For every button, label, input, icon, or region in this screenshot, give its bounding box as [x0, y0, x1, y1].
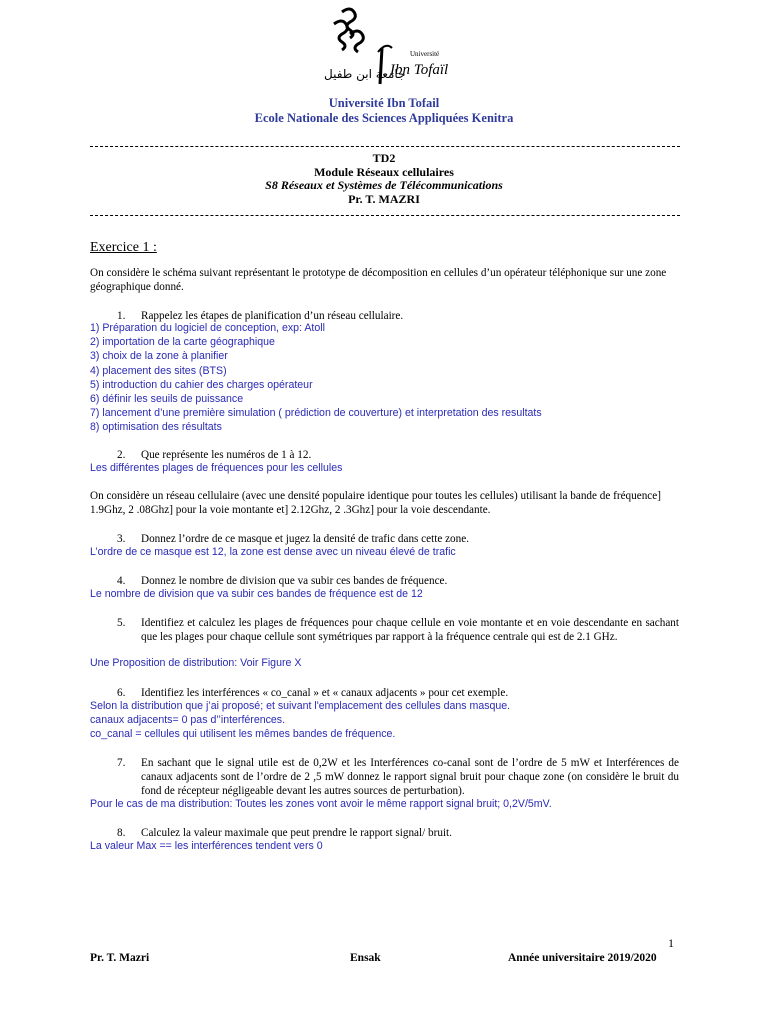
university-logo	[320, 4, 460, 90]
school-name: Ecole Nationale des Sciences Appliquées Kenitra	[254, 111, 514, 125]
logo-ibn-tofail-text: Ibn Tofaïl	[390, 62, 449, 78]
question-6-text: Identifiez les interférences « co_canal » et « canaux adjacents » pour cet exemple.	[141, 687, 509, 699]
question-6-number: 6.	[117, 687, 126, 699]
question-2-number: 2.	[117, 449, 126, 461]
answer-1-item: 6) définir les seuils de puissance	[90, 393, 244, 406]
page-number: 1	[668, 936, 674, 950]
answer-1-item: 3) choix de la zone à planifier	[90, 350, 228, 363]
answer-1-list	[90, 321, 690, 435]
td-label: TD2	[372, 151, 396, 165]
question-7-number: 7.	[117, 757, 126, 769]
answer-1-item: 4) placement des sites (BTS)	[90, 364, 227, 377]
answer-6-item: Selon la distribution que j’ai proposé; et suivant l'emplacement des cellules dans masque.	[90, 700, 511, 712]
question-7-text: En sachant que le signal utile est de 0,2W et les Interférences co-canal sont de l’ordre de 5 mW et Interférences de canaux adjacents sont de l’ordre de 2 ,5 mW donnez le rapport signal bruit pour chaque zone (on considère le bruit du fond de récepteur négligeable devant les autres sources de perturbation).	[141, 757, 679, 797]
answer-2: Les différentes plages de fréquences pour les cellules	[90, 462, 343, 474]
professor-label: Pr. T. MAZRI	[348, 191, 420, 206]
question-1-text: Rappelez les étapes de planification d’un réseau cellulaire.	[141, 310, 404, 322]
exercise-intro: On considère le schéma suivant représentant le prototype de décomposition en cellules d’un opérateur téléphonique sur une zone géographique donné.	[90, 267, 667, 293]
answer-4: Le nombre de division que va subir ces bandes de fréquence est de 12	[90, 588, 423, 600]
question-8-number: 8.	[117, 827, 126, 839]
question-4-number: 4.	[117, 575, 126, 587]
answer-1-item: 2) importation de la carte géographique	[90, 336, 275, 349]
logo-arabic-text: جامعة ابن طفيل	[324, 67, 406, 81]
answer-6-list	[90, 699, 690, 742]
answer-6-item: canaux adjacents= 0 pas d’’interférences.	[90, 714, 286, 727]
exercise-title: Exercice 1 :	[90, 240, 157, 255]
answer-1-item: 5) introduction du cahier des charges opérateur	[90, 378, 313, 391]
logo-university-text: Université	[410, 50, 440, 58]
answer-8: La valeur Max == les interférences tendent vers 0	[90, 840, 323, 852]
header-divider-top	[90, 146, 680, 147]
question-2-text: Que représente les numéros de 1 à 12.	[141, 449, 312, 461]
question-3-number: 3.	[117, 533, 126, 545]
answer-1-item: 7) lancement d’une première simulation ( prédiction de couverture) et interpretation des resultats	[90, 407, 542, 420]
answer-3: L’ordre de ce masque est 12, la zone est dense avec un niveau élevé de trafic	[90, 546, 456, 558]
question-8-text: Calculez la valeur maximale que peut prendre le rapport signal/ bruit.	[141, 827, 452, 839]
module-label: Module Réseaux cellulaires	[314, 164, 454, 179]
question-4-text: Donnez le nombre de division que va subir ces bandes de fréquence.	[141, 575, 448, 587]
answer-6-item: co_canal = cellules qui utilisent les mêmes bandes de fréquence.	[90, 728, 396, 741]
question-1-number: 1.	[117, 310, 126, 322]
question-5-number: 5.	[117, 617, 126, 629]
question-5-text: Identifiez et calculez les plages de fréquences pour chaque cellule en voie montante et en voie descendante en sachant que les plages pour chaque cellule sont symétriques par rapport à la fréquence centrale qui est de 2.1 GHz.	[141, 617, 679, 643]
answer-7: Pour le cas de ma distribution: Toutes les zones vont avoir le même rapport signal bruit; 0,2V/5mV.	[90, 798, 552, 810]
footer-year: Année universitaire 2019/2020	[508, 952, 657, 964]
question-3-text: Donnez l’ordre de ce masque et jugez la densité de trafic dans cette zone.	[141, 533, 470, 545]
university-name: Université Ibn Tofail	[328, 96, 440, 110]
footer-author: Pr. T. Mazri	[90, 952, 150, 964]
answer-1-item: 1) Préparation du logiciel de conception, exp: Atoll	[90, 322, 325, 334]
institution-block	[0, 96, 768, 126]
answer-1-item: 8) optimisation des résultats	[90, 421, 222, 434]
footer-school: Ensak	[350, 952, 381, 964]
program-label: S8 Réseaux et Systèmes de Télécommunications	[265, 178, 503, 193]
answer-5: Une Proposition de distribution: Voir Figure X	[90, 657, 302, 669]
header-divider-bottom	[90, 215, 680, 216]
network-context: On considère un réseau cellulaire (avec une densité populaire identique pour toutes les cellules) utilisant la bande de fréquence] 1.9Ghz, 2 .08Ghz] pour la voie montante et] 2.12Ghz, 2 .3Ghz] pour la voie descendante.	[90, 490, 661, 516]
course-header	[0, 152, 768, 206]
